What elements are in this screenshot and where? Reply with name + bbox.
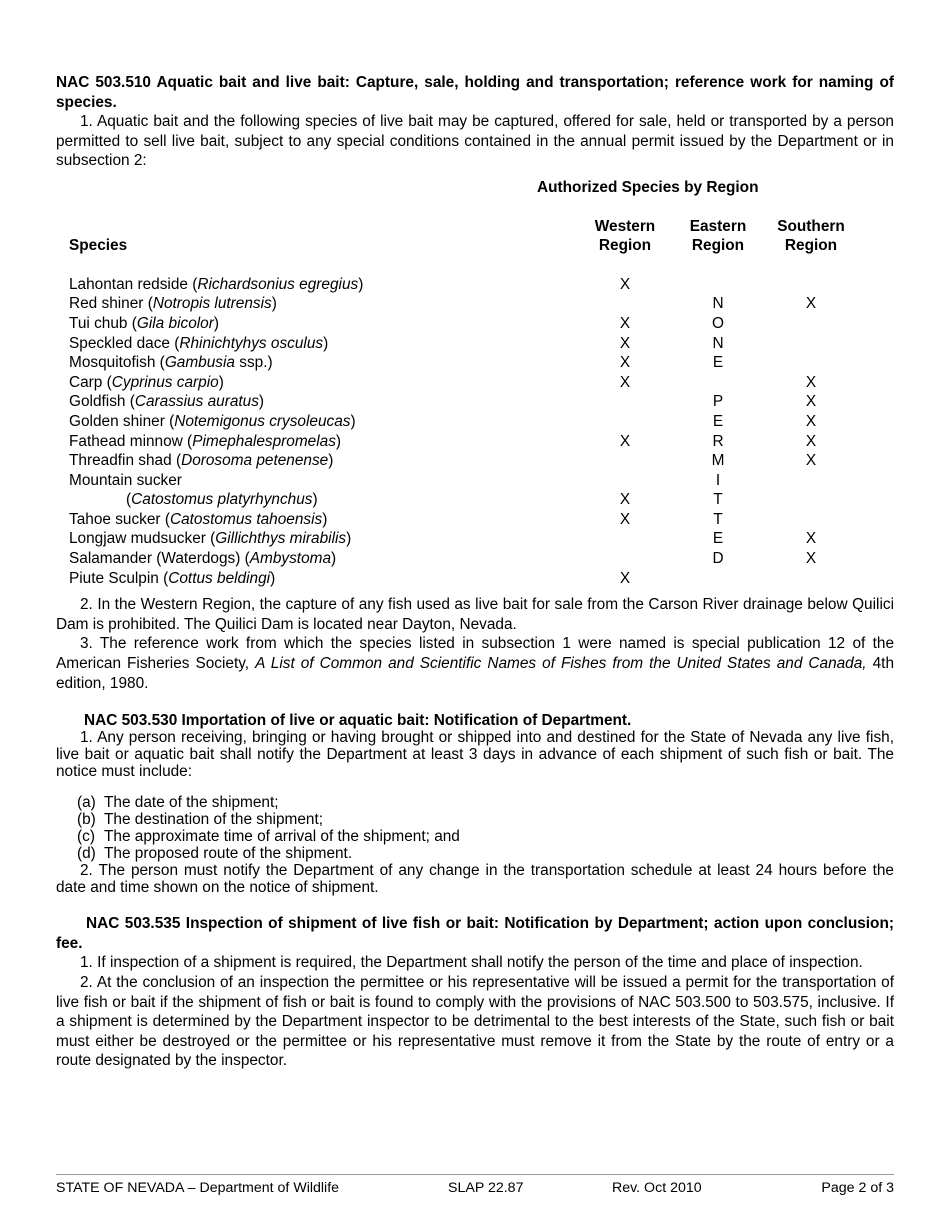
southern-mark [756,314,866,334]
species-scientific-name: Gila bicolor [136,314,214,332]
eastern-region-header: Eastern Region [689,217,747,255]
species-row [56,353,866,373]
western-mark [570,294,680,314]
western-mark: X [619,569,631,587]
species-name [56,432,570,452]
species-row [56,275,866,295]
species-name [56,412,570,432]
paragraph-3-tail: 4th edition, 1980. [56,655,895,692]
list-item-text: The destination of the shipment; [104,811,324,829]
southern-mark: X [805,550,817,568]
species-name [56,510,570,530]
notice-items-list [56,794,894,862]
southern-mark [756,490,866,510]
list-item-text: The date of the shipment; [104,794,279,812]
species-row [56,373,866,393]
eastern-mark: M [711,452,725,470]
species-common-name: Goldfish ( [69,393,135,411]
species-row [56,334,866,354]
paragraph-3-lead: 3. The reference work from which the species listed in subsection 1 were named is special publication 12 of the American Fisheries Society, [56,635,894,673]
species-common-name: Golden shiner ( [69,412,175,430]
species-name-suffix: ) [328,452,334,470]
species-rows [56,275,866,589]
species-common-name: Carp ( [69,373,112,391]
species-scientific-name: Richardsonius egregius [197,275,359,293]
western-mark [570,549,680,569]
species-row [56,432,866,452]
species-scientific-name: Carassius auratus [134,393,259,411]
table-heading: Authorized Species by Region [537,178,759,196]
southern-mark: X [805,530,817,548]
species-common-name: Red shiner ( [69,295,153,313]
species-scientific-name: Catostomus tahoensis [169,510,323,528]
species-name-suffix: ) [270,569,276,587]
section-510-paragraph-2: 2. In the Western Region, the capture of any fish used as live bait for sale from the Carson River drainage below Quilici Dam is prohibited. The Quilici Dam is located near Dayton, Nevada. [56,596,894,633]
western-mark [570,471,680,491]
species-row [56,569,866,589]
section-510-title: NAC 503.510 Aquatic bait and live bait: Capture, sale, holding and transportation; reference work for naming of species. [56,74,894,111]
eastern-mark: E [712,530,724,548]
eastern-mark: D [712,550,724,568]
species-name-suffix: ) [322,510,328,528]
species-scientific-name: Notemigonus crysoleucas [174,412,351,430]
species-name [56,392,570,412]
southern-mark: X [805,373,817,391]
eastern-mark: R [712,432,724,450]
species-common-name: Lahontan redside ( [69,275,198,293]
species-row [56,490,866,510]
eastern-mark: T [713,491,723,509]
species-row [56,314,866,334]
western-mark: X [619,491,631,509]
species-scientific-name: Ambystoma [249,550,332,568]
western-mark: X [619,314,631,332]
western-mark: X [619,432,631,450]
species-row [56,412,866,432]
species-common-name: Piute Sculpin ( [69,569,169,587]
species-row [56,451,866,471]
list-item [77,811,894,828]
section-530-title: NAC 503.530 Importation of live or aquatic bait: Notification of Department. [84,712,632,730]
western-mark: X [619,373,631,391]
western-mark [570,412,680,432]
species-scientific-name: Pimephalespromelas [192,432,336,450]
eastern-mark [680,373,756,393]
eastern-mark: O [712,314,724,332]
southern-mark: X [805,432,817,450]
species-name [56,294,570,314]
western-mark: X [619,275,631,293]
species-row [56,510,866,530]
species-common-name: Tahoe sucker ( [69,510,170,528]
species-scientific-name: Notropis lutrensis [152,295,272,313]
publication-title: A List of Common and Scientific Names of Fishes from the United States and Canada, [255,655,867,673]
eastern-mark: E [712,354,724,372]
species-name [56,471,570,491]
footer-form-number: SLAP 22.87 [448,1180,524,1196]
species-name [56,549,570,569]
species-scientific-name: Catostomus platyrhynchus [131,491,313,509]
species-name [56,334,570,354]
list-item-label: (a) [77,794,96,812]
western-mark: X [619,334,631,352]
section-535-paragraph-2: 2. At the conclusion of an inspection the permittee or his representative will be issued a permit for the transportation of live fish or bait if the shipment of fish or bait is found to comply with the provisions of NAC 503.500 to 503.575, inclusive. If a shipment is determined by the Department inspector to be detrimental to the best interests of the State, such fish or bait must either be destroyed or the permittee or his representative must remove it from the State by the route of entry or a route designated by the inspector. [56,974,894,1070]
species-name [56,275,570,295]
list-item-text: The approximate time of arrival of the shipment; and [104,828,460,846]
species-name [56,353,570,373]
species-scientific-name: Gillichthys mirabilis [215,530,347,548]
species-name-suffix: ) [218,373,224,391]
species-name-suffix: ) [331,550,337,568]
eastern-mark: T [713,510,723,528]
southern-mark [756,569,866,589]
species-name [56,451,570,471]
western-region-header: Western Region [594,217,656,255]
list-item-text: The proposed route of the shipment. [104,845,353,863]
footer-page-number: Page 2 of 3 [821,1180,894,1196]
list-item [77,845,894,862]
species-name-suffix: ) [350,412,356,430]
section-510-paragraph-3 [56,634,894,693]
page-footer [56,1174,894,1196]
section-535-title: NAC 503.535 Inspection of shipment of live fish or bait: Notification by Department; action upon conclusion; fee. [56,915,894,952]
southern-mark [756,510,866,530]
southern-mark [756,353,866,373]
species-row [56,529,866,549]
list-item-label: (b) [77,811,96,829]
western-mark [570,392,680,412]
species-row [56,294,866,314]
eastern-mark: I [715,471,721,489]
section-510-paragraph-1: 1. Aquatic bait and the following species of live bait may be captured, offered for sale, held or transported by a person permitted to sell live bait, subject to any special conditions contained in the annual permit issued by the Department or in subsection 2: [56,113,894,170]
section-530-paragraph-1: 1. Any person receiving, bringing or having brought or shipped into and destined for the State of Nevada any live fish, live bait or aquatic bait shall notify the Department at least 3 days in advance of each shipment of such fish or bait. The notice must include: [56,729,894,781]
footer-agency: STATE OF NEVADA – Department of Wildlife [56,1180,340,1196]
section-535-paragraph-1: 1. If inspection of a shipment is required, the Department shall notify the person of the time and place of inspection. [80,954,863,972]
species-name [56,373,570,393]
southern-mark: X [805,393,817,411]
species-name-suffix: ) [335,432,342,450]
species-name [56,314,570,334]
species-common-name: Mountain sucker [69,471,182,489]
species-name [56,569,570,589]
eastern-mark [680,569,756,589]
species-common-name: Mosquitofish ( [69,354,165,372]
list-item-label: (d) [77,845,96,863]
species-name-suffix: ) [213,314,219,332]
southern-mark [756,471,866,491]
species-row [56,392,866,412]
eastern-mark: N [712,334,724,352]
species-name-suffix: ) [346,530,352,548]
species-common-name: Salamander (Waterdogs) ( [69,550,250,568]
species-scientific-name: Dorosoma petenense [181,452,329,470]
species-scientific-name: Cyprinus carpio [111,373,219,391]
species-scientific-name: Gambusia [164,354,235,372]
document-body [56,73,894,1071]
western-mark: X [619,354,631,372]
species-common-name: Speckled dace ( [69,334,180,352]
footer-revision: Rev. Oct 2010 [612,1180,702,1196]
section-530-paragraph-2: 2. The person must notify the Department of any change in the transportation schedule at least 24 hours before the date and time shown on the notice of shipment. [56,862,894,897]
species-name-suffix: ) [312,491,318,509]
species-name-suffix: ssp.) [234,354,273,372]
species-name [56,490,570,510]
eastern-mark: E [712,412,724,430]
list-item [77,828,894,845]
species-scientific-name: Rhinichtyhys osculus [179,334,324,352]
species-common-name: Fathead minnow ( [69,432,193,450]
species-scientific-name: Cottus beldingi [168,569,271,587]
southern-mark [756,334,866,354]
eastern-mark [680,275,756,295]
species-common-name: Tui chub ( [69,314,137,332]
species-name-suffix: ) [358,275,364,293]
species-name [56,529,570,549]
list-item-label: (c) [77,828,95,846]
species-name-suffix: ) [323,334,329,352]
table-header-row [56,217,866,275]
species-name-suffix: ) [271,295,277,313]
southern-mark: X [805,412,817,430]
species-name-suffix: ) [258,393,265,411]
species-common-name: Longjaw mudsucker ( [69,530,216,548]
western-mark: X [619,510,631,528]
eastern-mark: N [712,295,724,313]
southern-mark: X [805,452,817,470]
species-region-table [56,217,866,589]
species-column-header: Species [69,237,128,255]
eastern-mark: P [712,393,724,411]
species-common-name: ( [126,491,132,509]
southern-mark: X [805,295,817,313]
western-mark [570,451,680,471]
species-row [56,549,866,569]
species-common-name: Threadfin shad ( [69,452,182,470]
southern-region-header: Southern Region [777,217,845,255]
species-row [56,471,866,491]
southern-mark [756,275,866,295]
list-item [77,794,894,811]
western-mark [570,529,680,549]
